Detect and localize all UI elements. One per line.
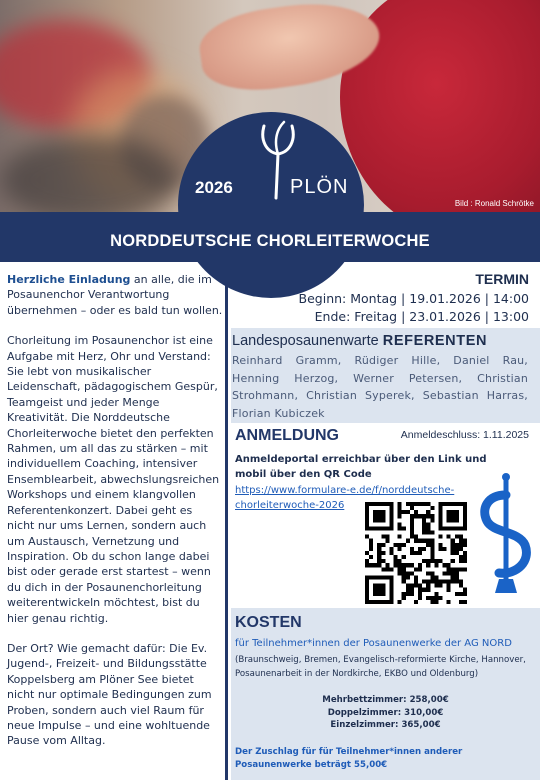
title-banner <box>0 212 540 262</box>
page-title: NORDDEUTSCHE CHORLEITERWOCHE <box>110 232 430 250</box>
referenten-names: Reinhard Gramm, Rüdiger Hille, Daniel Rau, Henning Herzog, Werner Petersen, Christian Strohmann, Christian Syperek, Sebastian Harras, Florian Kubiczek <box>232 354 528 420</box>
description-paragraph: Chorleitung im Posaunenchor ist eine Aufgabe mit Herz, Ohr und Verstand: Sie lebt von musikalischer Leidenschaft, pädagogischem Gespür, Teamgeist und jeder Menge Kreativität. Die Norddeutsche Chorleiterwoche bietet den perfekten Rahmen, um all das zu stärken – mit individuellem Coaching, intensiver Ensemblearbeit, abwechslungsreichen Workshops und einem klangvollen Referentenkonzert. Dabei geht es nicht nur ums Lernen, sondern auch um Austausch, Vernetzung und Inspiration. Ob du schon lange dabei bist oder gerade erst startest – wenn du dich in der Posaunenchorleitung weiterentwickeln möchtest, bist du hier genau richtig. <box>7 334 220 625</box>
kosten-organisations: (Braunschweig, Bremen, Evangelisch-reformierte Kirche, Hannover, Posaunenarbeit in der Nordkirche, EKBO und Oldenburg) <box>235 655 526 679</box>
info-column <box>231 262 540 780</box>
anmeldung-deadline: Anmeldeschluss: 1.11.2025 <box>400 429 529 441</box>
registration-link[interactable]: https://www.formulare-e.de/f/norddeutsche-chorleiterwoche-2026 <box>235 485 455 511</box>
referenten-section <box>231 328 540 423</box>
event-year: 2026 <box>195 178 233 197</box>
kosten-section <box>231 608 540 780</box>
anmeldung-heading: ANMELDUNG <box>235 427 339 444</box>
termin-start: Beginn: Montag | 19.01.2026 | 14:00 <box>298 291 529 306</box>
event-place: PLÖN <box>290 176 349 198</box>
photo-credit: Bild : Ronald Schrötke <box>454 199 534 208</box>
intro-highlight: Herzliche Einladung <box>7 273 131 286</box>
location-paragraph: Der Ort? Wie gemacht dafür: Die Ev. Jugend-, Freizeit- und Bildungsstätte Koppelsberg am Plöner See bietet nicht nur optimale Bedingungen zum Proben, sondern auch viel Raum für neue Impulse – und eine wohltuende Pause vom Alltag. <box>7 641 212 748</box>
anmeldung-portal-text: Anmeldeportal erreichbar über den Link und mobil über den QR Code <box>235 454 487 480</box>
intro-rest: an alle, die im Posaunenchor Verantwortung übernehmen – oder es bald tun wollen. <box>7 273 223 317</box>
intro-column <box>0 262 228 780</box>
intro-paragraph <box>7 272 223 318</box>
referenten-heading-light: Landesposaunenwarte <box>232 333 379 349</box>
kosten-surcharge: Der Zuschlag für für Teilnehmer*innen anderer Posaunenwerke beträgt 55,00€ <box>235 747 463 770</box>
kosten-heading: KOSTEN <box>235 614 302 631</box>
termin-section <box>231 262 540 328</box>
price-item: Mehrbettzimmer: 258,00€ <box>322 695 449 705</box>
price-item: Doppelzimmer: 310,00€ <box>327 707 444 718</box>
termin-heading: TERMIN <box>475 271 529 287</box>
trombone-logo-icon <box>475 469 535 599</box>
referenten-heading-bold: REFERENTEN <box>382 333 488 349</box>
referenten-heading <box>232 333 487 349</box>
kosten-members: für Teilnehmer*innen der Posaunenwerke der AG NORD <box>235 638 512 649</box>
termin-end: Ende: Freitag | 23.01.2026 | 13:00 <box>314 309 529 324</box>
qr-code[interactable] <box>356 500 476 606</box>
price-item: Einzelzimmer: 365,00€ <box>330 720 441 730</box>
anmeldung-section <box>231 423 540 608</box>
qr-code-image <box>359 502 473 604</box>
price-list <box>231 694 540 732</box>
